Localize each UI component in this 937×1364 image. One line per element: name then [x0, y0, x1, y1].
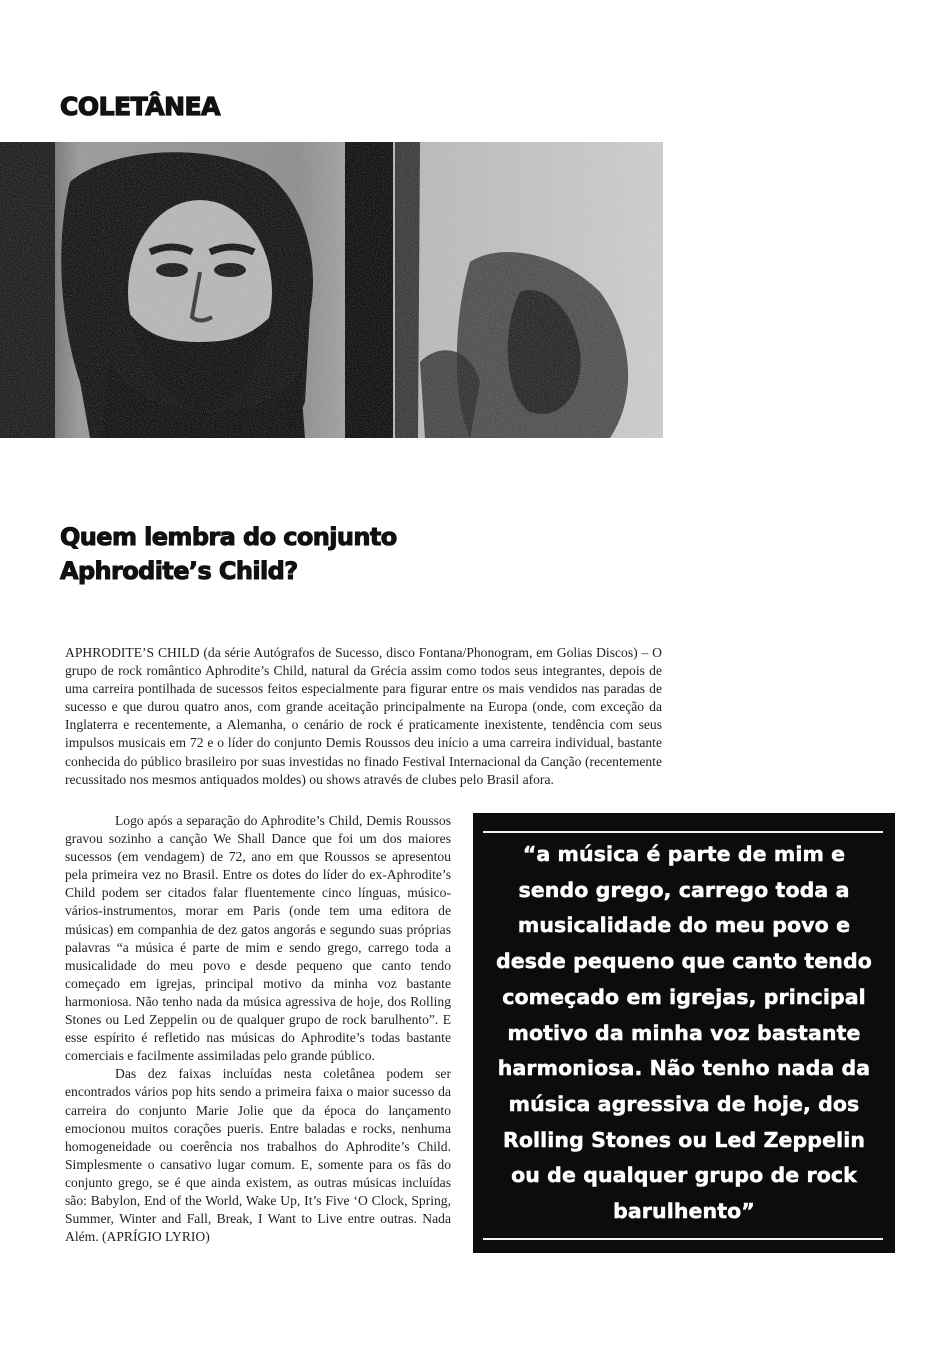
article-intro: APHRODITE’S CHILD (da série Autógrafos de Sucesso, disco Fontana/Phonogram, em Golias Discos) – O grupo de rock romântico Aphrodite’s Child, natural da Grécia assim como todos seus integrantes, depois de uma carreira pontilhada de sucessos feitos especialmente para figurar entre os mais vendidos nas paradas de sucesso e que durou quatro anos, com grande aceitação principalmente na Europa (onde, com exceção da Inglaterra e recentemente, a Alemanha, o cenário de rock é praticamente inexistente, tendência com seus impulsos musicais em 72 e o líder do conjunto Demis Roussos deu início a uma carreira individual, bastante conhecida do público brasileiro por suas investidas no finado Festival Internacional da Canção (recentemente recussitado nos mesmos antiquados moldes) ou shows através de clubes pelo Brasil afora. [65, 645, 662, 787]
article-paragraph-2: Logo após a separação do Aphrodite’s Child, Demis Roussos gravou sozinho a canção We Shall Dance que foi um dos maiores sucessos (em vendagem) de 72, ano em que Roussos se apresentou pela primeira vez no Brasil. Entre os dotes do líder do ex-Aphrodite’s Child podem ser citados falar fluentemente cinco línguas, músico-vários-instrumentos, morar em Paris (onde tem uma editora de músicas) em companhia de dez gatos angorás e segundo suas próprias palavras “a música é parte de mim e sendo grego, carrego toda a musicalidade do meu povo e desde pequeno que canto tendo começado em igrejas, principal motivo da minha voz bastante harmoniosa. Não tenho nada da música agressiva de hoje, dos Rolling Stones ou Led Zeppelin ou de qualquer grupo de rock barulhento”. E esse espírito é refletido nas músicas do Aphrodite’s todas bastante comerciais e facilmente assimiladas pelo grande público. [65, 813, 451, 1064]
section-label: COLETÂNEA [60, 92, 220, 121]
article-column [65, 812, 451, 1246]
pullquote-bottom-rule [483, 1238, 883, 1240]
pullquote-text: “a música é parte de mim e sendo grego, carrego toda a musicalidade do meu povo e desde pequeno que canto tendo começado em igrejas, principal motivo da minha voz bastante harmoniosa. Não tenho nada da música agressiva de hoje, dos Rolling Stones ou Led Zeppelin ou de qualquer grupo de rock barulhento” [496, 842, 872, 1224]
photo-image [0, 142, 663, 438]
article-paragraph-3: Das dez faixas incluídas nesta coletânea podem ser encontrados vários pop hits sendo a primeira faixa o maior sucesso da carreira do conjunto Marie Jolie que da época do lançamento emocionou muitos corações pueris. Entre baladas e rocks, nenhuma homogeneidade ou coerência nos trabalhos do Aphrodite’s Child. Simplesmente o cansativo lugar comum. E, somente para os fãs do conjunto grego, se é que ainda existem, as outras músicas incluídas são: Babylon, End of the World, Wake Up, It’s Five ‘O Clock, Spring, Summer, Winter and Fall, Break, I Want to Live entre outras. Nada Além. (APRÍGIO LYRIO) [65, 1066, 451, 1245]
headline-line-1: Quem lembra do conjunto [60, 523, 397, 551]
headline [60, 520, 660, 588]
photo-portrait [0, 142, 663, 438]
pullquote-box [473, 813, 895, 1253]
article-intro-block [65, 644, 662, 789]
headline-line-2: Aphrodite’s Child? [60, 557, 298, 585]
pullquote-top-rule [483, 831, 883, 833]
